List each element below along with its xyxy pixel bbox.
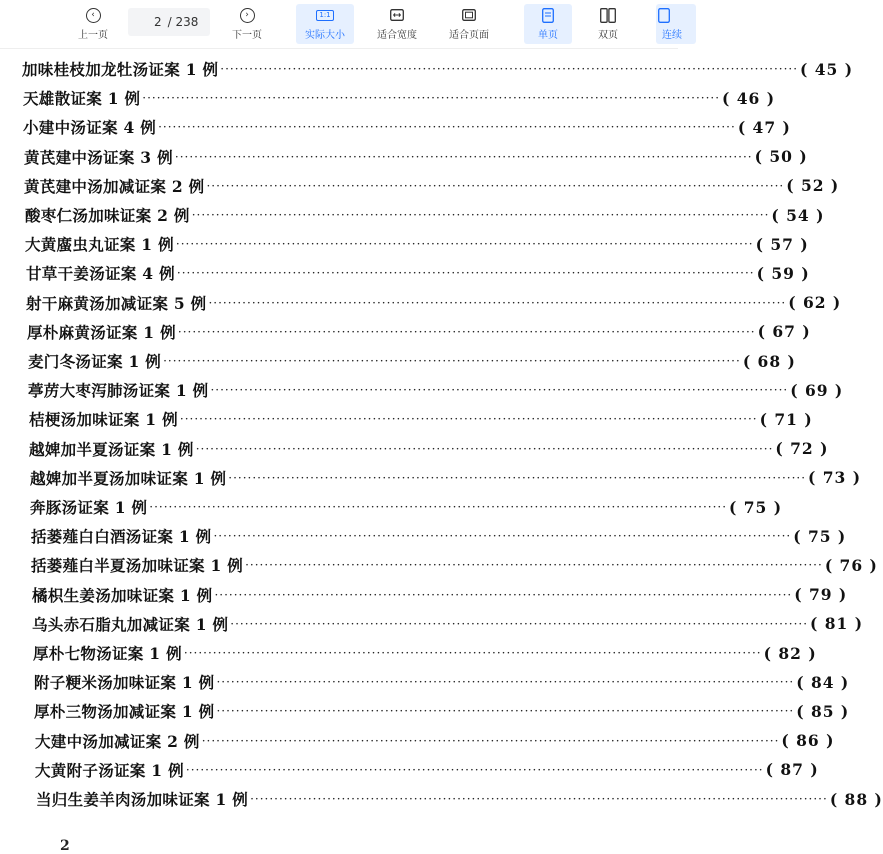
toc-entry[interactable] bbox=[27, 321, 811, 343]
toc-entry-title: 奔豚汤证案 1 例 bbox=[30, 498, 148, 517]
toc-entry[interactable] bbox=[31, 525, 847, 547]
toc-entry-title: 橘枳生姜汤加味证案 1 例 bbox=[32, 585, 213, 605]
toc-entry-page: ( 82 ) bbox=[763, 643, 817, 663]
toc-entry-title: 黄芪建中汤证案 3 例 bbox=[24, 147, 173, 167]
toc-entry[interactable] bbox=[35, 759, 819, 781]
toc-entry-title: 桔梗汤加味证案 1 例 bbox=[29, 410, 178, 430]
toc-entry-page: ( 72 ) bbox=[775, 439, 829, 459]
viewer-toolbar bbox=[0, 0, 682, 49]
fit-width-icon bbox=[389, 7, 405, 23]
fit-width-label: 适合宽度 bbox=[377, 30, 417, 41]
toc-entry[interactable] bbox=[35, 730, 835, 752]
toc-entry[interactable] bbox=[23, 116, 791, 138]
toc-leader-dots: ························································································································ bbox=[208, 295, 787, 310]
toc-leader-dots: ························································································································ bbox=[201, 733, 780, 748]
toc-entry-title: 括蒌薤白白酒汤证案 1 例 bbox=[31, 527, 212, 547]
toc-entry[interactable] bbox=[30, 496, 783, 518]
toc-entry-title: 厚朴三物汤加减证案 1 例 bbox=[34, 702, 215, 722]
toc-entry-page: ( 67 ) bbox=[757, 322, 811, 342]
toc-entry-page: ( 81 ) bbox=[810, 614, 864, 634]
single-page-icon bbox=[540, 7, 556, 23]
toc-entry-page: ( 84 ) bbox=[796, 672, 850, 692]
toc-entry-title: 当归生姜羊肉汤加味证案 1 例 bbox=[36, 790, 249, 809]
toc-entry-title: 酸枣仁汤加味证案 2 例 bbox=[25, 206, 190, 225]
toc-entry-page: ( 45 ) bbox=[800, 59, 854, 79]
fit-page-button[interactable] bbox=[438, 4, 500, 44]
toc-leader-dots: ························································································································ bbox=[175, 237, 754, 252]
toc-entry-title: 乌头赤石脂丸加减证案 1 例 bbox=[32, 614, 229, 634]
toc-entry-title: 黄芪建中汤加减证案 2 例 bbox=[24, 176, 205, 196]
toc-entry-title: 甘草干姜汤证案 4 例 bbox=[26, 264, 175, 284]
single-page-label: 单页 bbox=[538, 30, 558, 41]
toc-entry[interactable] bbox=[28, 350, 796, 372]
toc-entry-page: ( 75 ) bbox=[793, 526, 847, 546]
toc-leader-dots: ························································································································ bbox=[174, 149, 753, 164]
toc-entry[interactable] bbox=[29, 438, 829, 460]
toc-entry-page: ( 87 ) bbox=[765, 760, 819, 780]
toc-entry[interactable] bbox=[32, 613, 864, 635]
continuous-button[interactable] bbox=[656, 4, 696, 44]
toc-leader-dots: ························································································································ bbox=[163, 354, 741, 368]
double-page-label: 双页 bbox=[598, 30, 618, 41]
toc-entry-page: ( 85 ) bbox=[796, 701, 850, 721]
toc-entry-page: ( 50 ) bbox=[754, 147, 808, 167]
toc-entry-title: 厚朴麻黄汤证案 1 例 bbox=[27, 322, 176, 342]
toc-leader-dots: ························································································································ bbox=[220, 62, 799, 76]
toc-leader-dots: ························································································································ bbox=[216, 675, 795, 690]
next-page-button[interactable] bbox=[226, 4, 268, 44]
toc-leader-dots: ························································································································ bbox=[230, 616, 809, 631]
toc-leader-dots: ························································································································ bbox=[179, 412, 758, 427]
continuous-label: 连续 bbox=[662, 30, 682, 41]
toc-entry-page: ( 88 ) bbox=[829, 789, 883, 809]
toc-entry[interactable] bbox=[26, 292, 842, 314]
toc-entry-page: ( 68 ) bbox=[742, 351, 796, 371]
toc-entry-page: ( 46 ) bbox=[722, 88, 776, 108]
toc-entry[interactable] bbox=[23, 87, 776, 109]
toc-entry[interactable] bbox=[24, 146, 808, 168]
toc-entry[interactable] bbox=[33, 642, 817, 664]
fit-page-label: 适合页面 bbox=[449, 30, 489, 41]
toc-entry[interactable] bbox=[25, 204, 825, 226]
toc-entry-page: ( 62 ) bbox=[788, 293, 842, 313]
toc-leader-dots: ························································································································ bbox=[185, 762, 764, 777]
toc-entry-title: 加味桂枝加龙牡汤证案 1 例 bbox=[22, 60, 219, 79]
toc-entry-title: 大黄附子汤证案 1 例 bbox=[35, 760, 184, 780]
toc-entry-title: 天雄散证案 1 例 bbox=[23, 89, 141, 109]
toc-entry-page: ( 73 ) bbox=[808, 468, 862, 488]
toc-entry-page: ( 75 ) bbox=[729, 497, 783, 517]
toc-entry-title: 射干麻黄汤加减证案 5 例 bbox=[26, 293, 207, 313]
toc-entry-page: ( 54 ) bbox=[771, 205, 825, 225]
toc-leader-dots: ························································································································ bbox=[245, 558, 823, 573]
toc-entry-title: 大黄䗪虫丸证案 1 例 bbox=[25, 235, 174, 255]
toc-entry[interactable] bbox=[32, 584, 848, 606]
prev-page-label: 上一页 bbox=[78, 30, 108, 41]
page-footer-number: 2 bbox=[60, 838, 70, 854]
toc-entry[interactable] bbox=[34, 671, 850, 693]
toc-leader-dots: ························································································································ bbox=[158, 120, 736, 135]
toc-leader-dots: ························································································································ bbox=[216, 704, 795, 719]
toc-entry-page: ( 69 ) bbox=[790, 380, 844, 400]
continuous-icon bbox=[656, 7, 672, 23]
toc-leader-dots: ························································································································ bbox=[210, 383, 789, 398]
toc-entry[interactable] bbox=[29, 408, 813, 430]
toc-leader-dots: ························································································································ bbox=[214, 587, 793, 602]
toc-leader-dots: ························································································································ bbox=[149, 500, 728, 514]
toc-entry-page: ( 71 ) bbox=[759, 409, 813, 429]
toc-entry-page: ( 59 ) bbox=[756, 263, 810, 283]
toc-entry-title: 越婢加半夏汤加味证案 1 例 bbox=[30, 468, 227, 488]
actual-size-label: 实际大小 bbox=[305, 30, 345, 41]
toc-entry[interactable] bbox=[24, 175, 840, 197]
toc-entry[interactable] bbox=[31, 554, 878, 576]
toc-entry[interactable] bbox=[28, 379, 844, 401]
page-number-input[interactable] bbox=[140, 15, 162, 29]
toc-entry-title: 大建中汤加减证案 2 例 bbox=[35, 731, 200, 751]
toc-entry-page: ( 76 ) bbox=[824, 555, 878, 575]
chevron-left-icon: ‹ bbox=[85, 7, 101, 23]
fit-page-icon bbox=[461, 7, 477, 23]
toc-entry[interactable] bbox=[26, 262, 810, 284]
toc-leader-dots: ························································································································ bbox=[176, 266, 755, 281]
toc-entry-title: 越婢加半夏汤证案 1 例 bbox=[29, 439, 194, 459]
toc-leader-dots: ························································································································ bbox=[228, 470, 807, 485]
toc-entry-title: 附子粳米汤加味证案 1 例 bbox=[34, 673, 215, 693]
toc-leader-dots: ························································································································ bbox=[213, 529, 792, 544]
toc-entry-title: 葶苈大枣泻肺汤证案 1 例 bbox=[28, 381, 209, 401]
toc-entry-title: 厚朴七物汤证案 1 例 bbox=[33, 644, 182, 663]
next-page-label: 下一页 bbox=[232, 30, 262, 41]
double-page-icon bbox=[600, 7, 616, 23]
toc-leader-dots: ························································································································ bbox=[142, 91, 721, 106]
toc-entry[interactable] bbox=[22, 58, 854, 80]
toc-entry[interactable] bbox=[36, 788, 883, 810]
single-page-button[interactable] bbox=[524, 4, 572, 44]
page-indicator bbox=[128, 8, 210, 36]
toc-entry-page: ( 52 ) bbox=[786, 176, 840, 196]
chevron-right-icon: › bbox=[239, 7, 255, 23]
toc-entry-title: 小建中汤证案 4 例 bbox=[23, 118, 157, 138]
document-page bbox=[0, 48, 883, 850]
toc-entry-page: ( 86 ) bbox=[781, 731, 835, 751]
actual-size-button[interactable] bbox=[296, 4, 354, 44]
toc-entry-title: 麦门冬汤证案 1 例 bbox=[28, 352, 162, 371]
toc-leader-dots: ························································································································ bbox=[195, 441, 774, 456]
toc-entry[interactable] bbox=[30, 467, 862, 489]
toc-entry-title: 括蒌薤白半夏汤加味证案 1 例 bbox=[31, 556, 244, 576]
toc-leader-dots: ························································································································ bbox=[191, 208, 770, 222]
toc-entry-page: ( 47 ) bbox=[737, 117, 791, 137]
fit-width-button[interactable] bbox=[366, 4, 428, 44]
toc-leader-dots: ························································································································ bbox=[250, 792, 828, 806]
actual-size-icon: 1:1 bbox=[317, 7, 333, 23]
toc-entry-page: ( 79 ) bbox=[794, 585, 848, 605]
double-page-button[interactable] bbox=[584, 4, 632, 44]
toc-entry[interactable] bbox=[25, 233, 809, 255]
prev-page-button[interactable] bbox=[72, 4, 114, 44]
toc-entry-page: ( 57 ) bbox=[755, 234, 809, 254]
total-pages: / 238 bbox=[167, 15, 199, 29]
toc-entry[interactable] bbox=[34, 700, 850, 722]
toc-leader-dots: ························································································································ bbox=[177, 324, 756, 339]
toc-leader-dots: ························································································································ bbox=[183, 646, 762, 660]
toc-leader-dots: ························································································································ bbox=[206, 178, 785, 193]
